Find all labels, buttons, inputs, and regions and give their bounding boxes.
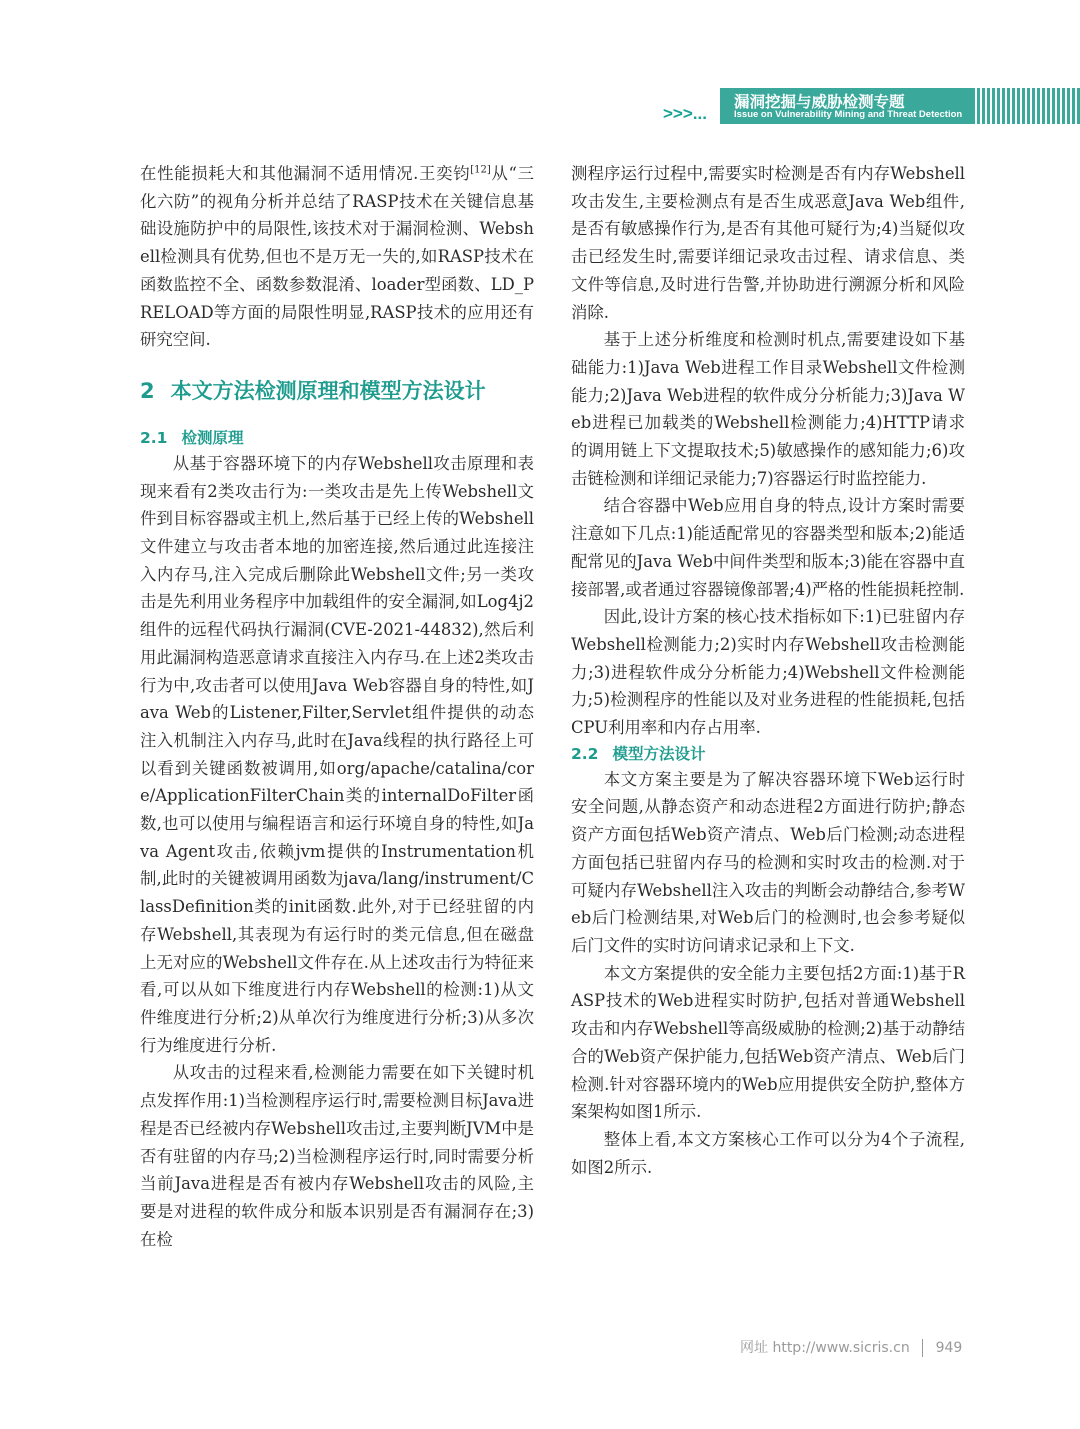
page-number: 949 <box>935 1340 963 1356</box>
left-p0-text: 在性能损耗大和其他漏洞不适用情况.王奕钧 <box>140 164 471 183</box>
left-column <box>140 160 534 1253</box>
left-p0b-text: 从“三化六防”的视角分析并总结了RASP技术在关键信息基础设施防护中的局限性,该技术对于漏洞检测、Webshell检测具有优势,但也不是万无一失的,如RASP技术在函数监控不全、函数参数混淆、loader型函数、LD_PRELOAD等方面的局限性明显,RASP技术的应用还有研究空间. <box>140 164 534 350</box>
banner-title-en: Issue on Vulnerability Mining and Threat Detection <box>734 109 963 120</box>
right-paragraph-0: 测程序运行过程中,需要实时检测是否有内存Webshell攻击发生,主要检测点有是否生成恶意Java Web组件,是否有敏感操作行为,是否有其他可疑行为;4)当疑似攻击已经发生时,需要详细记录攻击过程、请求信息、类文件等信息,及时进行告警,并协助进行溯源分析和风险消除. <box>571 164 965 322</box>
right-paragraph-4: 本文方案主要是为了解决容器环境下Web运行时安全问题,从静态资产和动态进程2方面进行防护;静态资产方面包括Web资产清点、Web后门检测;动态进程方面包括已驻留内存马的检测和实时攻击的检测.对于可疑内存Webshell注入攻击的判断会动静结合,参考Web后门检测结果,对Web后门的检测时,也会参考疑似后门文件的实时访问请求记录和上下文. <box>571 769 965 955</box>
subsection-heading-2-2 <box>571 742 965 766</box>
page-footer <box>740 1337 962 1357</box>
citation-ref: [12] <box>470 164 491 176</box>
right-column <box>571 160 965 1181</box>
section-heading <box>140 376 534 406</box>
section-number: 2 <box>140 378 155 403</box>
left-paragraph-2: 从攻击的过程来看,检测能力需要在如下关键时机点发挥作用:1)当检测程序运行时,需要检测目标Java进程是否已经被内存Webshell攻击过,主要判断JVM中是否有驻留的内存马;2)当检测程序运行时,同时需要分析当前Java进程是否有被内存Webshell攻击的风险,主要是对进程的软件成分和版本识别是否有漏洞存在;3)在检 <box>140 1063 534 1249</box>
right-paragraph-5: 本文方案提供的安全能力主要包括2方面:1)基于RASP技术的Web进程实时防护,包括对普通Webshell攻击和内存Webshell等高级威胁的检测;2)基于动静结合的Web资产保护能力,包括Web资产清点、Web后门检测.针对容器环境内的Web应用提供安全防护,整体方案架构如图1所示. <box>571 963 965 1122</box>
footer-url[interactable]: http://www.sicris.cn <box>772 1340 910 1356</box>
subsection-heading-2-1 <box>140 426 534 450</box>
footer-label: 网址 <box>740 1340 768 1356</box>
section-title: 本文方法检测原理和模型方法设计 <box>170 378 486 403</box>
right-paragraph-6: 整体上看,本文方案核心工作可以分为4个子流程,如图2所示. <box>571 1129 965 1177</box>
footer-separator <box>922 1339 923 1357</box>
subsection-number: 2.2 <box>571 744 599 763</box>
subsection-number: 2.1 <box>140 428 168 447</box>
right-paragraph-3: 因此,设计方案的核心技术指标如下:1)已驻留内存Webshell检测能力;2)实时内存Webshell攻击检测能力;3)进程软件成分分析能力;4)Webshell文件检测能力;5)检测程序的性能以及对业务进程的性能损耗,包括CPU利用率和内存占用率. <box>571 607 965 738</box>
banner-stripes <box>972 88 1080 124</box>
left-paragraph-0 <box>140 160 534 354</box>
left-paragraph-1: 从基于容器环境下的内存Webshell攻击原理和表现来看有2类攻击行为:一类攻击是先上传Webshell文件到目标容器或主机上,然后基于已经上传的Webshell文件建立与攻击者本地的加密连接,然后通过此连接注入内存马,注入完成后删除此Webshell文件;另一类攻击是先利用业务程序中加载组件的安全漏洞,如Log4j2组件的远程代码执行漏洞(CVE-2021-44832),然后利用此漏洞构造恶意请求直接注入内存马.在上述2类攻击行为中,攻击者可以使用Java Web容器自身的特性,如Java Web的Listener,Filter,Servlet组件提供的动态注入机制注入内存马,此时在Java线程的执行路径上可以看到关键函数被调用,如org/apache/catalina/core/ApplicationFilterChain类的internalDoFilter函数,也可以使用与编程语言和运行环境自身的特性,如Java Agent攻击,依赖jvm提供的Instrumentation机制,此时的关键被调用函数为java/lang/instrument/ClassDefinition类的init函数.此外,对于已经驻留的内存Webshell,其表现为有运行时的类元信息,但在磁盘上无对应的Webshell文件存在.从上述攻击行为特征来看,可以从如下维度进行内存Webshell的检测:1)从文件维度进行分析;2)从单次行为维度进行分析;3)从多次行为维度进行分析. <box>140 453 534 1055</box>
journal-banner <box>720 88 1080 124</box>
section-arrows: >>>... <box>663 104 707 123</box>
banner-title-cn: 漏洞挖掘与威胁检测专题 <box>734 93 905 111</box>
subsection-title: 检测原理 <box>181 428 244 447</box>
right-paragraph-2: 结合容器中Web应用自身的特点,设计方案时需要注意如下几点:1)能适配常见的容器类型和版本;2)能适配常见的Java Web中间件类型和版本;3)能在容器中直接部署,或者通过容器镜像部署;4)严格的性能损耗控制. <box>571 496 965 599</box>
right-paragraph-1: 基于上述分析维度和检测时机点,需要建设如下基础能力:1)Java Web进程工作目录Webshell文件检测能力;2)Java Web进程的软件成分分析能力;3)Java Web进程已加载类的Webshell检测能力;4)HTTP请求的调用链上下文提取技术;5)敏感操作的感知能力;6)攻击链检测和详细记录能力;7)容器运行时监控能力. <box>571 330 965 488</box>
subsection-title: 模型方法设计 <box>612 744 706 763</box>
